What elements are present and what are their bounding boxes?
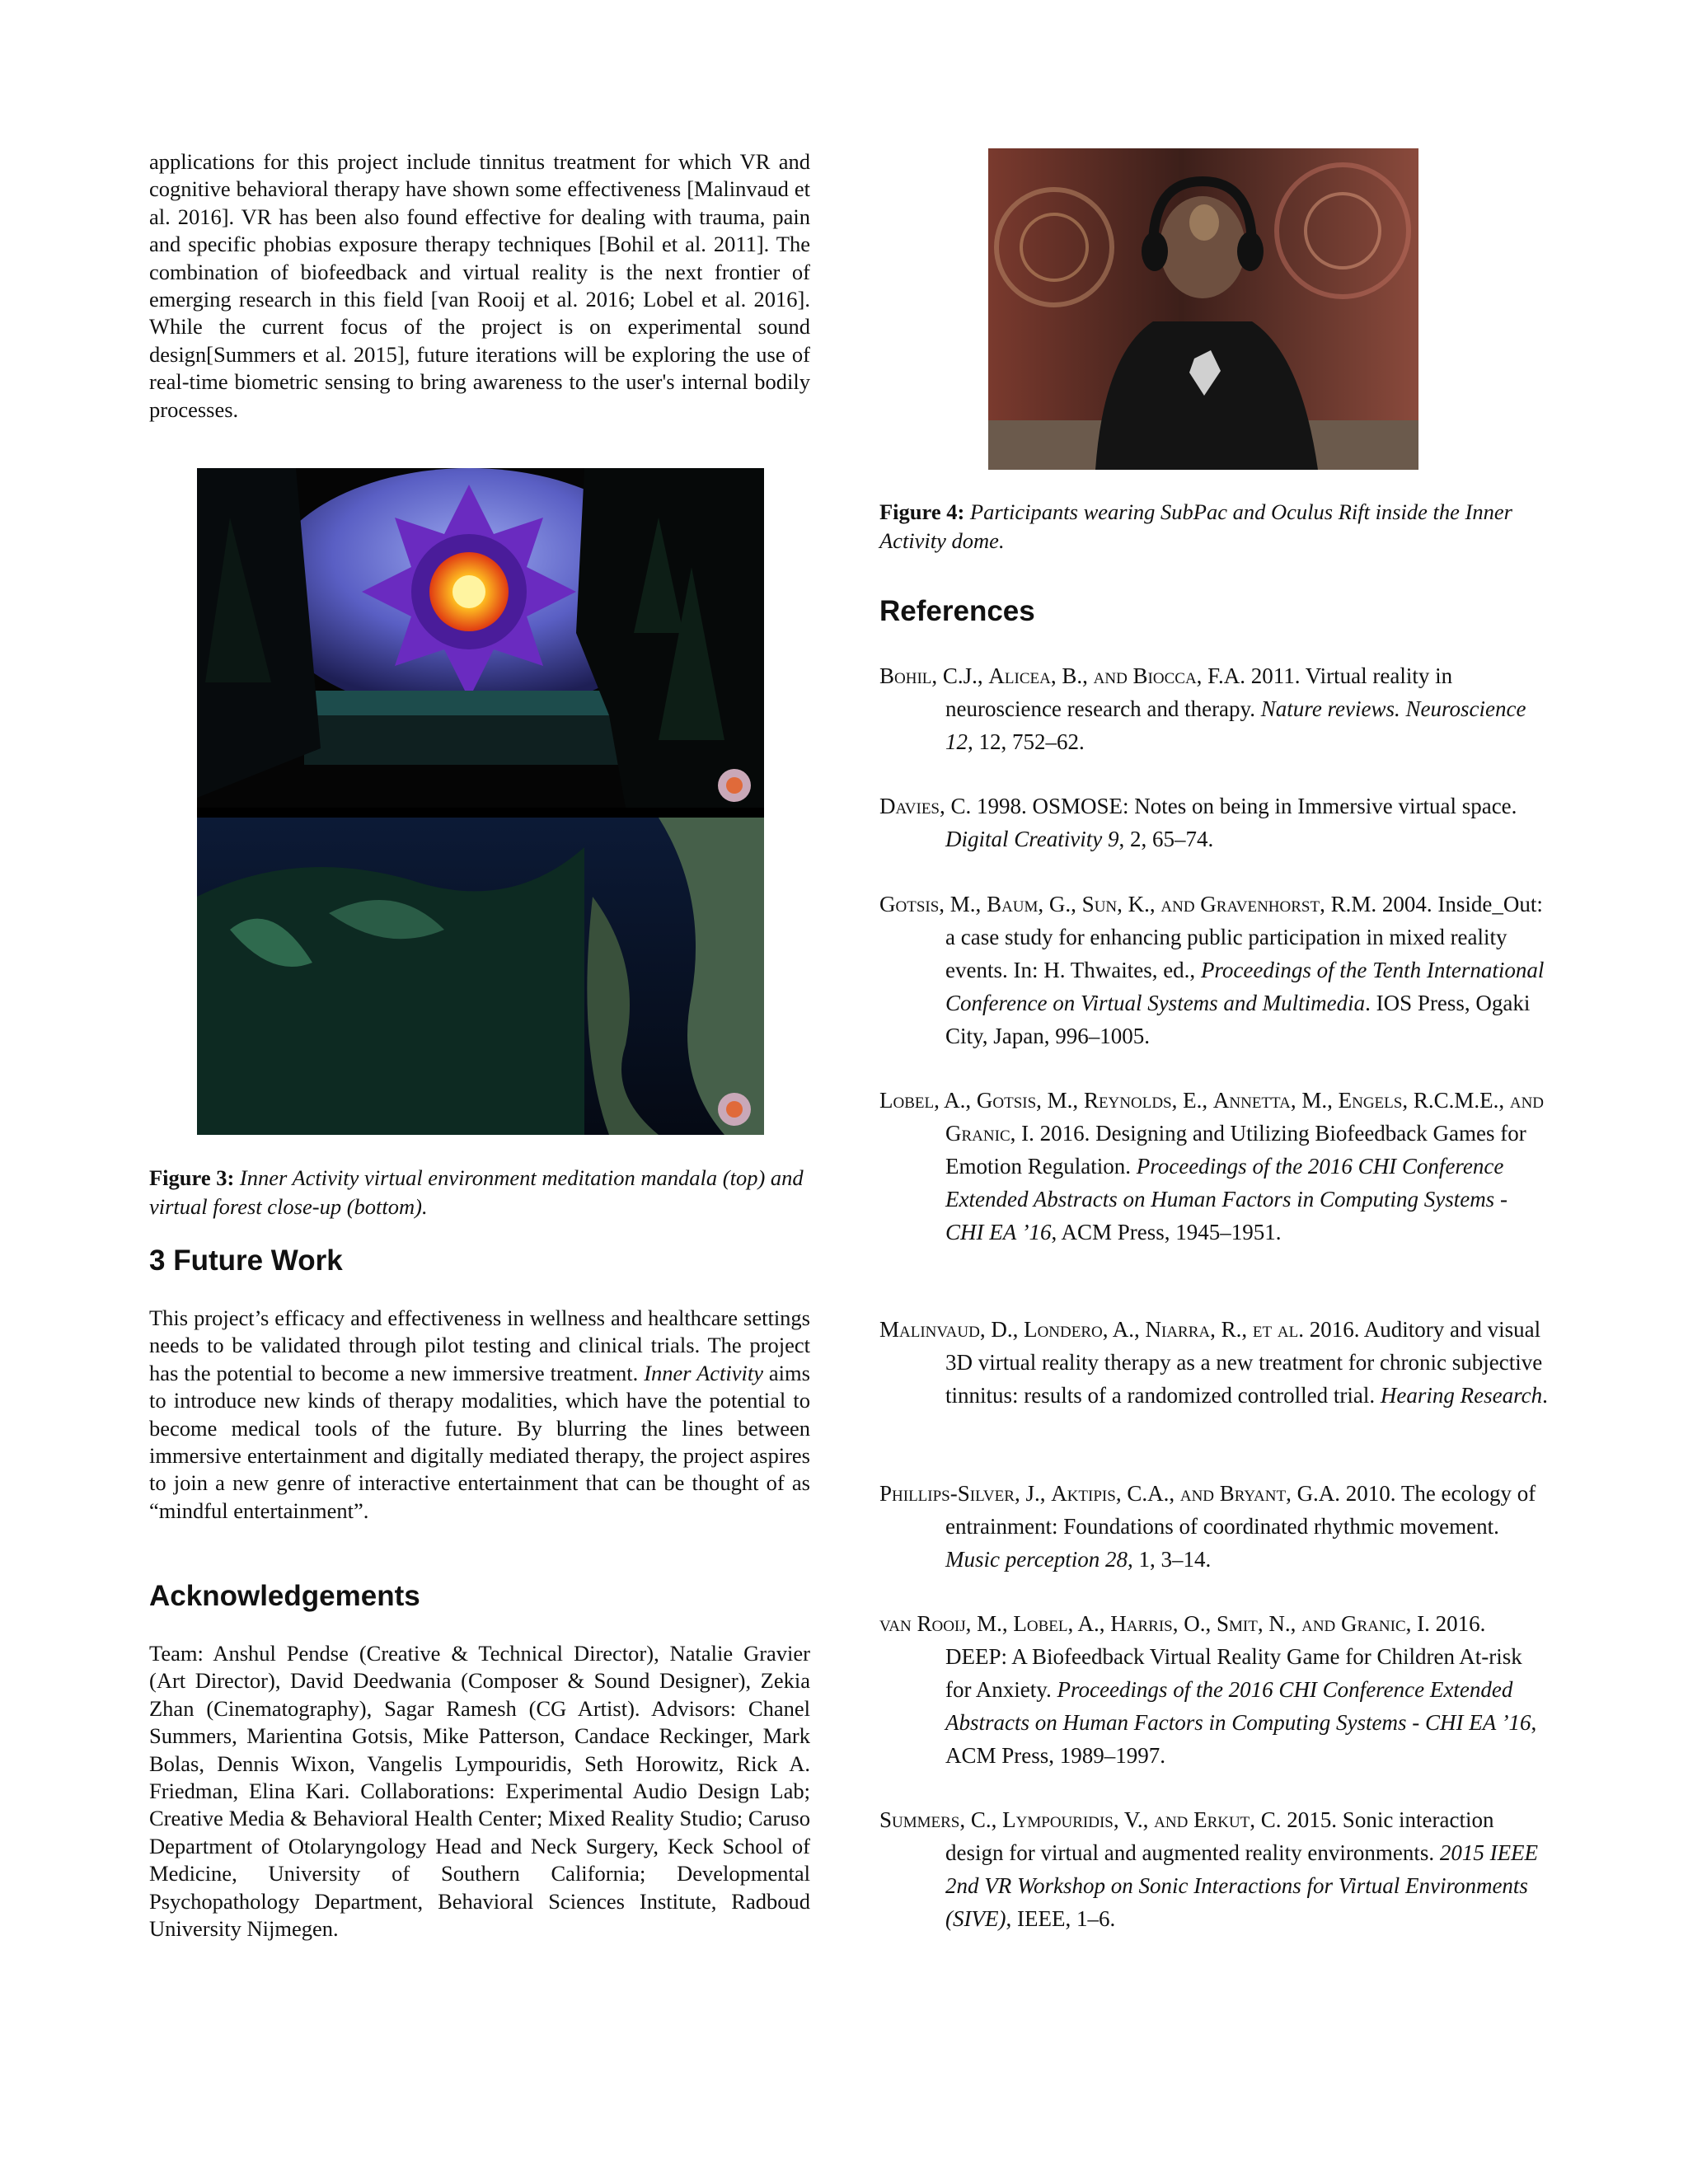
section-heading-references: References <box>879 595 1035 627</box>
ref-text: , A., <box>1067 1611 1111 1636</box>
reference-lobel <box>879 1084 1549 1249</box>
ref-text: , O., <box>1172 1611 1217 1636</box>
ref-text: . IOS Press, Ogaki City, Japan, 996–1005. <box>945 991 1531 1048</box>
ref-author: and Biocca <box>1093 663 1197 688</box>
ref-text: , R., <box>1210 1317 1253 1342</box>
ref-venue: Proceedings of the 2016 CHI Conference Extended Abstracts on Human Factors in Computing Systems - CHI EA ’16 <box>945 1677 1531 1735</box>
ref-text: , C., <box>959 1807 1003 1832</box>
ref-text: , I. 2016. DEEP: A Biofeedback Virtual Reality Game for Children At-risk for Anxiety. <box>945 1611 1522 1702</box>
reference-phillips-silver <box>879 1477 1549 1576</box>
ref-text: , IEEE, 1–6. <box>1006 1906 1116 1931</box>
ref-text: , E., <box>1171 1088 1213 1113</box>
reference-van-rooij <box>879 1607 1549 1772</box>
ref-venue: Nature reviews. Neuroscience 12 <box>945 696 1526 754</box>
ref-text: , M., <box>965 1611 1014 1636</box>
reference-bohil <box>879 659 1549 758</box>
ref-author: Niarra <box>1145 1317 1211 1342</box>
ref-text: , V., <box>1113 1807 1155 1832</box>
reference-gotsis <box>879 888 1549 1052</box>
ref-text: , F.A. 2011. Virtual reality in neuroscience research and therapy. <box>945 663 1453 721</box>
ref-text: , I. 2016. Designing and Utilizing Biofeedback Games for Emotion Regulation. <box>945 1121 1526 1179</box>
ref-author: Sun <box>1081 892 1118 916</box>
ref-author: Summers <box>879 1807 960 1832</box>
ref-author: Reynolds <box>1083 1088 1172 1113</box>
section-heading-acknowledgements: Acknowledgements <box>149 1580 420 1612</box>
reference-davies <box>879 790 1549 855</box>
ref-author: Lobel <box>879 1088 935 1113</box>
ref-venue: Digital Creativity 9 <box>945 827 1119 851</box>
ref-author: Harris <box>1110 1611 1173 1636</box>
ref-text: , C. 2015. Sonic interaction design for virtual and augmented reality environments. <box>945 1807 1494 1865</box>
ref-author: Annetta <box>1212 1088 1291 1113</box>
ref-text: , C. 1998. OSMOSE: Notes on being in Immersive virtual space. <box>940 794 1517 818</box>
ref-author: and Erkut <box>1154 1807 1250 1832</box>
figure-3-caption-text: Inner Activity virtual environment meditation mandala (top) and virtual forest close-up (bottom). <box>149 1165 804 1219</box>
ref-author: Engels <box>1338 1088 1403 1113</box>
ref-text: , M., <box>939 892 987 916</box>
ref-venue: Hearing Research <box>1380 1383 1543 1408</box>
ref-text: , R.M. 2004. Inside_Out: a case study for enhancing public participation in mixed reality events. In: H. Thwaites, ed., <box>945 892 1543 982</box>
ref-author: Lympouridis <box>1002 1807 1114 1832</box>
ref-text: , 12, 752–62. <box>968 729 1085 754</box>
ref-venue: Music perception 28 <box>945 1547 1128 1572</box>
ref-text: , N., <box>1257 1611 1302 1636</box>
ref-author: and Granic <box>1301 1611 1406 1636</box>
reference-summers <box>879 1803 1549 1935</box>
ref-author: Gotsis <box>879 892 940 916</box>
ref-author: and Bryant <box>1179 1481 1287 1506</box>
ref-text: , G., <box>1038 892 1082 916</box>
acknowledgements-paragraph: Team: Anshul Pendse (Creative & Technical Director), Natalie Gravier (Art Director), David Deedwania (Composer & Sound Designer), Zekia Zhan (Cinematography), Sagar Ramesh (CG Artist). Advisors: Chanel Summers, Marientina Gotsis, Mike Patterson, Candace Reckinger, Mark Bolas, Dennis Wixon, Vangelis Lympouridis, Seth Horowitz, Rick A. Friedman, Elina Kari. Collaborations: Experimental Audio Design Lab; Creative Media & Behavioral Health Center; Mixed Reality Studio; Caruso Department of Otolaryngology Head and Neck Surgery, Keck School of Medicine, University of Southern California; Developmental Psychopathology Department, Behavioral Sciences Institute, Radboud University Nijmegen. <box>149 1641 810 1942</box>
ref-author: Lobel <box>1013 1611 1068 1636</box>
ref-venue: Proceedings of the 2016 CHI Conference Extended Abstracts on Human Factors in Computing Systems - CHI EA ’16 <box>945 1154 1507 1244</box>
intro-paragraph: applications for this project include tinnitus treatment for which VR and cognitive behavioral therapy have shown some effectiveness [Malinvaud et al. 2016]. VR has been also found effective for dealing with trauma, pain and specific phobias exposure therapy techniques [Bohil et al. 2011]. The combination of biofeedback and virtual reality is the next frontier of emerging research in this field [van Rooij et al. 2016; Lobel et al. 2016]. While the current focus of the project is on experimental sound design[Summers et al. 2015], future iterations will be exploring the use of real-time biometric sensing to bring awareness to the user's internal bodily processes. <box>149 149 810 422</box>
ref-text: , 1, 3–14. <box>1127 1547 1212 1572</box>
figure-4-caption-text: Participants wearing SubPac and Oculus Rift inside the Inner Activity dome. <box>879 499 1512 553</box>
ref-author: Malinvaud <box>879 1317 980 1342</box>
ref-venue: 2015 IEEE 2nd VR Workshop on Sonic Interactions for Virtual Environments (SIVE) <box>945 1840 1539 1931</box>
ref-author: et al <box>1252 1317 1299 1342</box>
future-work-text-1: This project’s efficacy and effectiveness in wellness and healthcare settings needs to be validated through pilot testing and clinical trials. The project has the potential to become a new immersive treatment. <box>149 1305 810 1385</box>
reference-malinvaud <box>879 1313 1549 1412</box>
ref-text: . <box>1542 1383 1548 1408</box>
ref-author: and Granic <box>945 1088 1545 1146</box>
ref-author: Aktipis <box>1051 1481 1116 1506</box>
future-work-project-name: Inner Activity <box>644 1360 763 1385</box>
figure-3-image <box>197 468 764 1135</box>
figure-3-label: Figure 3: <box>149 1165 235 1190</box>
ref-author: van Rooij <box>879 1611 966 1636</box>
ref-author: Bohil <box>879 663 932 688</box>
ref-author: Phillips-Silver <box>879 1481 1015 1506</box>
future-work-paragraph <box>149 1305 810 1525</box>
ref-text: , K., <box>1117 892 1161 916</box>
ref-text: , ACM Press, 1945–1951. <box>1051 1220 1282 1244</box>
ref-author: Baum <box>987 892 1039 916</box>
ref-text: , D., <box>979 1317 1025 1342</box>
ref-text: , B., <box>1050 663 1094 688</box>
ref-author: Smit <box>1217 1611 1258 1636</box>
ref-text: , M., <box>1036 1088 1084 1113</box>
future-work-text-2: aims to introduce new kinds of therapy modalities, which have the potential to become medical tools of the future. By blurring the lines between immersive entertainment and digitally mediated therapy, the project aspires to join a new genre of interactive entertainment that can be thought of as “mindful entertainment”. <box>149 1360 810 1523</box>
ref-text: , C.A., <box>1115 1481 1180 1506</box>
ref-author: Gotsis <box>976 1088 1037 1113</box>
ref-text: , A., <box>934 1088 977 1113</box>
ref-text: . 2016. Auditory and visual 3D virtual reality therapy as a new treatment for chronic subjective tinnitus: results of a randomized controlled trial. <box>945 1317 1543 1408</box>
figure-4-label: Figure 4: <box>879 499 965 524</box>
ref-author: Londero <box>1024 1317 1103 1342</box>
figure-4-caption <box>879 498 1549 555</box>
ref-text: , G.A. 2010. The ecology of entrainment: Foundations of coordinated rhythmic movement. <box>945 1481 1536 1539</box>
ref-text: , M., <box>1290 1088 1339 1113</box>
ref-text: , C.J., <box>931 663 989 688</box>
ref-text: , J., <box>1014 1481 1052 1506</box>
ref-text: , ACM Press, 1989–1997. <box>945 1710 1537 1768</box>
figure-4-image <box>988 148 1418 470</box>
section-heading-future-work: 3 Future Work <box>149 1244 343 1277</box>
ref-text: , R.C.M.E., <box>1402 1088 1510 1113</box>
ref-author: Alicea <box>988 663 1051 688</box>
ref-text: , 2, 65–74. <box>1118 827 1214 851</box>
figure-3-caption <box>149 1164 810 1221</box>
ref-text: , A., <box>1102 1317 1146 1342</box>
ref-author: Davies <box>879 794 940 818</box>
ref-author: and Gravenhorst <box>1160 892 1320 916</box>
ref-venue: Proceedings of the Tenth International Conference on Virtual Systems and Multimedia <box>945 958 1545 1015</box>
